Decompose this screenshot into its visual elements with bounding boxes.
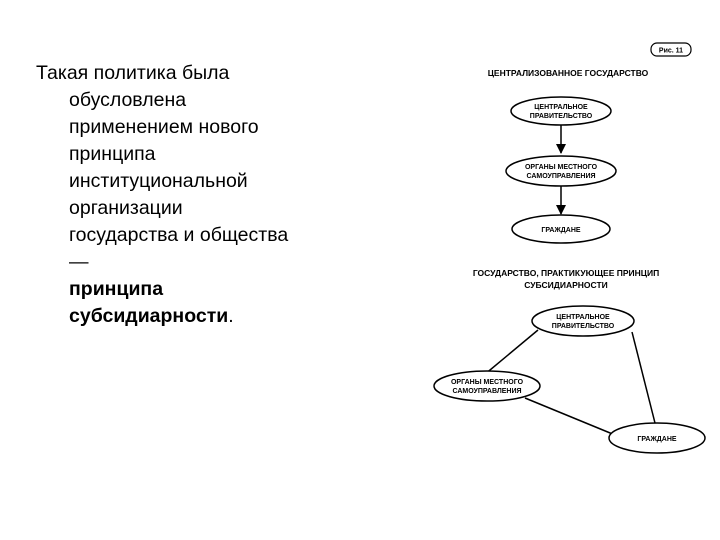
text-line: — xyxy=(69,251,89,273)
emphasis-term: субсидиарности xyxy=(69,305,229,327)
text-line: принципа xyxy=(69,143,156,165)
node-label: ГРАЖДАНЕ xyxy=(637,436,677,443)
node-local-government-top xyxy=(506,156,616,186)
node-label: ГРАЖДАНЕ xyxy=(541,227,581,234)
link-central-citizens xyxy=(632,332,655,423)
figure-tag: Рис. 11 xyxy=(658,47,684,55)
node-label: ЦЕНТРАЛЬНОЕ xyxy=(556,314,610,321)
link-central-local xyxy=(484,330,538,375)
period: . xyxy=(228,305,234,327)
title-subsidiarity: ГОСУДАРСТВО, ПРАКТИКУЮЩЕЕ ПРИНЦИП xyxy=(472,268,660,278)
title-centralized: ЦЕНТРАЛИЗОВАННОЕ ГОСУДАРСТВО xyxy=(487,68,649,78)
link-local-citizens xyxy=(525,398,615,435)
emphasis-line: принципа xyxy=(69,278,164,300)
node-label: ПРАВИТЕЛЬСТВО xyxy=(551,323,615,330)
node-label: САМОУПРАВЛЕНИЯ xyxy=(452,388,522,395)
text-line: применением нового xyxy=(69,116,259,138)
node-label: ПРАВИТЕЛЬСТВО xyxy=(529,113,593,120)
node-label: ОРГАНЫ МЕСТНОГО xyxy=(450,379,524,386)
text-line: обусловлена xyxy=(69,89,187,111)
text-line: государства и общества xyxy=(69,224,289,246)
node-label: ОРГАНЫ МЕСТНОГО xyxy=(524,164,598,171)
node-local-government-bottom xyxy=(434,371,540,401)
node-label: САМОУПРАВЛЕНИЯ xyxy=(526,173,596,180)
text-line: организации xyxy=(69,197,183,219)
text-line: Такая политика была xyxy=(36,62,230,84)
text-line: институциональной xyxy=(69,170,248,192)
node-central-government-top xyxy=(511,97,611,125)
node-label: ЦЕНТРАЛЬНОЕ xyxy=(534,104,588,111)
node-central-government-bottom xyxy=(532,306,634,336)
title-subsidiarity: СУБСИДИАРНОСТИ xyxy=(524,280,608,290)
